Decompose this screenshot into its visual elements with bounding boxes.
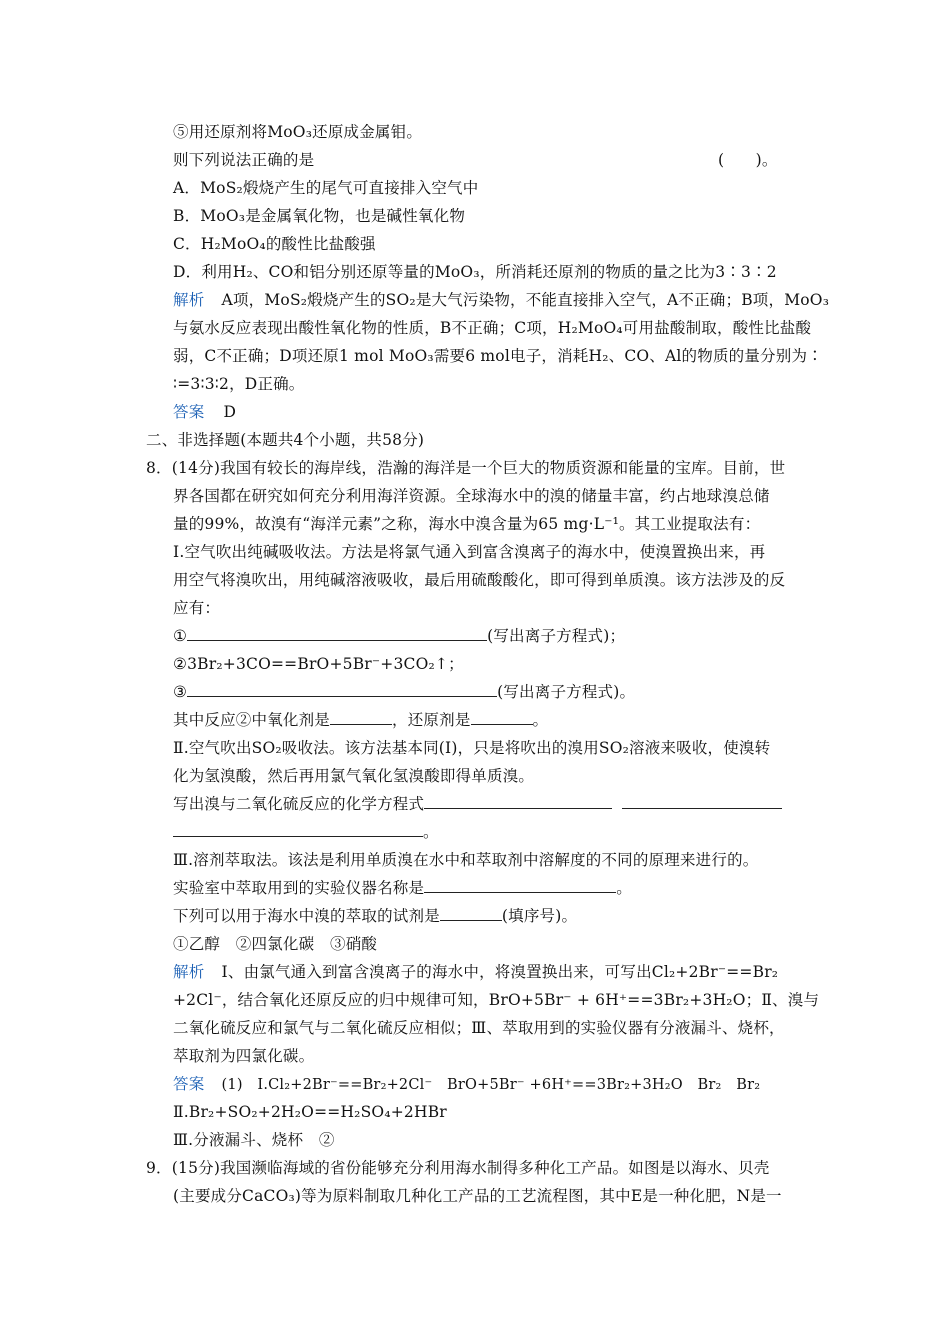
q7-analysis-line-1	[173, 289, 829, 311]
answer-value: D	[223, 403, 237, 421]
q8-reaction-1	[173, 625, 625, 647]
answer-blank[interactable]	[471, 709, 533, 725]
q8-oxidant-line	[173, 709, 548, 731]
question-text: ，还原剂是	[392, 711, 471, 729]
q7-analysis-line-4: ∶=3∶3∶2，D正确。	[173, 375, 305, 393]
analysis-text: A项，MoS₂煅烧产生的SO₂是大气污染物，不能直接排入空气，A不正确；B项，MoO₃	[221, 291, 830, 309]
q8-answer-line-2: Ⅱ.Br₂+SO₂+2H₂O==H₂SO₄+2HBr	[173, 1103, 447, 1121]
reaction-number: ①	[173, 627, 188, 645]
q7-answer-line	[173, 401, 236, 423]
q8-part2-line-4	[173, 821, 439, 843]
answer-blank[interactable]	[187, 625, 487, 641]
q7-option-b: B．MoO₃是金属氧化物，也是碱性氧化物	[173, 207, 466, 225]
q7-option-c: C．H₂MoO₄的酸性比盐酸强	[173, 235, 376, 253]
q8-part3-line-2	[173, 877, 632, 899]
answer-blank[interactable]	[330, 709, 392, 725]
q8-stem-line-3: 量的99%，故溴有“海洋元素”之称，海水中溴含量为65 mg·L⁻¹。其工业提取法有：	[173, 515, 761, 533]
q8-stem-line-2: 界各国都在研究如何充分利用海洋资源。全球海水中的溴的储量丰富，约占地球溴总储	[173, 487, 770, 505]
answer-text: (1) Ⅰ.Cl₂+2Br⁻==Br₂+2Cl⁻ BrO+5Br⁻ +6H⁺==3Br₂+3H₂O Br₂ Br₂	[221, 1077, 761, 1093]
q8-part3-line-1: Ⅲ.溶剂萃取法。该法是利用单质溴在水中和萃取剂中溶解度的不同的原理来进行的。	[173, 851, 759, 869]
answer-blank[interactable]	[622, 793, 782, 809]
q7-step5: ⑤用还原剂将MoO₃还原成金属钼。	[173, 123, 423, 141]
question-text: (填序号)。	[501, 907, 578, 925]
analysis-text: Ⅰ、由氯气通入到富含溴离子的海水中，将溴置换出来，可写出Cl₂+2Br⁻==Br₂	[221, 963, 779, 981]
q7-analysis-line-3: 弱，C不正确；D项还原1 mol MoO₃需要6 mol电子，消耗H₂、CO、Al的物质的量分别为∶	[173, 347, 823, 365]
q8-part2-line-1: Ⅱ.空气吹出SO₂吸收法。该方法基本同(Ⅰ)，只是将吹出的溴用SO₂溶液来吸收，使溴转	[173, 739, 771, 757]
question-text: 其中反应②中氧化剂是	[173, 711, 331, 729]
q7-option-d: D．利用H₂、CO和铝分别还原等量的MoO₃，所消耗还原剂的物质的量之比为3∶3∶2	[173, 263, 777, 281]
q8-part1-line-3: 应有：	[173, 599, 221, 617]
answer-blank[interactable]	[424, 877, 616, 893]
q8-analysis-line-1	[173, 961, 778, 983]
q8-reaction-2: ②3Br₂+3CO==BrO+5Br⁻+3CO₂↑；	[173, 655, 464, 673]
analysis-label: 解析	[173, 291, 205, 309]
q8-answer-line-3: Ⅲ.分液漏斗、烧杯 ②	[173, 1131, 335, 1149]
q9-stem-line-1: 9．(15分)我国濒临海域的省份能够充分利用海水制得多种化工产品。如图是以海水、贝壳	[146, 1159, 770, 1177]
q8-reaction-3	[173, 681, 635, 703]
q8-analysis-line-3: 二氧化硫反应和氯气与二氧化硫反应相似；Ⅲ、萃取用到的实验仪器有分液漏斗、烧杯，	[173, 1019, 785, 1037]
q9-stem-line-2: (主要成分CaCO₃)等为原料制取几种化工产品的工艺流程图，其中E是一种化肥，N是一	[173, 1187, 782, 1205]
q8-part3-options: ①乙醇 ②四氯化碳 ③硝酸	[173, 935, 378, 953]
question-text: 下列可以用于海水中溴的萃取的试剂是	[173, 907, 440, 925]
blank-hint: (写出离子方程式)；	[487, 627, 626, 645]
q7-option-a: A．MoS₂煅烧产生的尾气可直接排入空气中	[173, 179, 479, 197]
q8-stem-line-1: 8．(14分)我国有较长的海岸线，浩瀚的海洋是一个巨大的物质资源和能量的宝库。目前，世	[146, 459, 786, 477]
q8-part1-line-2: 用空气将溴吹出，用纯碱溶液吸收，最后用硫酸酸化，即可得到单质溴。该方法涉及的反	[173, 571, 786, 589]
blank-hint: (写出离子方程式)。	[497, 683, 636, 701]
q7-stem: 则下列说法正确的是	[173, 151, 315, 169]
answer-blank[interactable]	[187, 681, 497, 697]
question-text: 写出溴与二氧化硫反应的化学方程式	[173, 795, 425, 813]
q7-answer-bracket: ( )。	[718, 151, 778, 169]
answer-label: 答案	[173, 1075, 205, 1093]
q8-part2-line-3	[173, 793, 782, 815]
analysis-label: 解析	[173, 963, 205, 981]
reaction-number: ③	[173, 683, 188, 701]
question-text: 。	[616, 879, 632, 897]
q8-part3-line-3	[173, 905, 577, 927]
q8-answer-line-1	[173, 1073, 760, 1096]
question-text: 。	[423, 823, 439, 841]
answer-blank[interactable]	[440, 905, 502, 921]
question-text: 。	[532, 711, 549, 729]
q8-analysis-line-4: 萃取剂为四氯化碳。	[173, 1047, 315, 1065]
answer-blank[interactable]	[424, 793, 612, 809]
q8-part1-line-1: Ⅰ.空气吹出纯碱吸收法。方法是将氯气通入到富含溴离子的海水中，使溴置换出来，再	[173, 543, 766, 561]
answer-label: 答案	[173, 403, 205, 421]
q8-analysis-line-2: +2Cl⁻，结合氧化还原反应的归中规律可知，BrO+5Br⁻ + 6H⁺==3Br₂+3H₂O；Ⅱ、溴与	[173, 991, 820, 1009]
section-heading: 二、非选择题(本题共4个小题，共58分)	[146, 431, 425, 449]
question-text: 实验室中萃取用到的实验仪器名称是	[173, 879, 425, 897]
answer-blank[interactable]	[173, 821, 423, 837]
q7-analysis-line-2: 与氨水反应表现出酸性氧化物的性质，B不正确；C项，H₂MoO₄可用盐酸制取，酸性比盐酸	[173, 319, 812, 337]
q8-part2-line-2: 化为氢溴酸，然后再用氯气氧化氢溴酸即得单质溴。	[173, 767, 535, 785]
